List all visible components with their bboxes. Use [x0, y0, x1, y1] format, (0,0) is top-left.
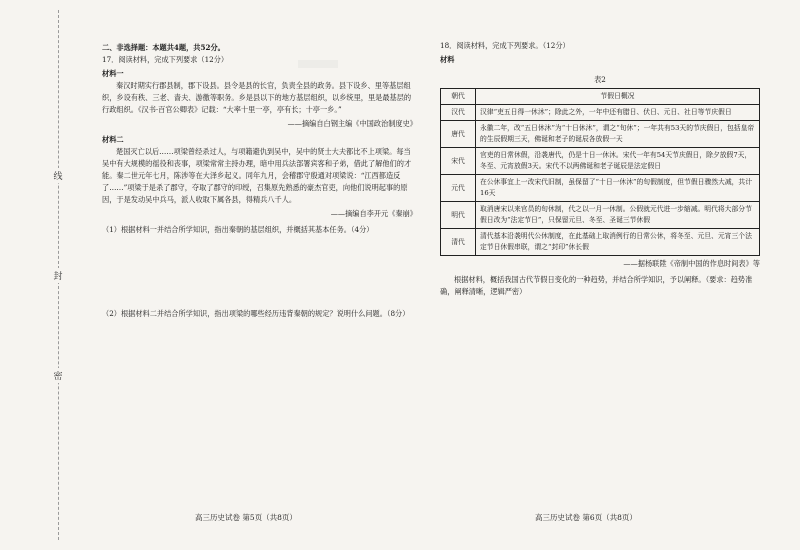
- table-row: [441, 121, 760, 148]
- table-row: [441, 175, 760, 202]
- table-cell-dynasty: 宋代: [441, 148, 476, 175]
- material1-source: ——摘编自白钢主编《中国政治制度史》: [287, 119, 417, 128]
- table-cell-dynasty: 元代: [441, 175, 476, 202]
- left-column: [102, 40, 417, 320]
- table-cell-dynasty: 明代: [441, 202, 476, 229]
- material2-text: 楚国灭亡以后……项梁曾经杀过人，与项籍避仇到吴中，吴中的贤士大夫都比不上项梁。每当吴中有大规模的徭役和丧事，项梁常常主持办理，暗中用兵法部署宾客和子弟，借此了解他们的才能。秦二世元年七月，陈涉等在大泽乡起义。同年九月，会稽郡守殷通对项梁说：“江西都造反了……”项梁于是杀了郡守，夺取了郡守的印绶，召集原先熟悉的豪杰官吏，向他们说明起事的原因，于是发动吴中兵马，派人收取下属各县，得精兵八千人。: [102, 147, 412, 204]
- table-row: [441, 229, 760, 256]
- table-row: [441, 202, 760, 229]
- question-17-1: （1）根据材料一并结合所学知识，指出秦朝的基层组织，并概括其基本任务。（4分）: [102, 225, 374, 234]
- table-cell-overview: 清代基本沿袭明代公休制度，在此基础上取消例行的日常公休，将冬至、元旦、元宵三个法定节日休假串联，谓之“封印”休长假: [476, 229, 760, 256]
- answer-space-1[interactable]: [102, 236, 417, 308]
- material2-source: ——摘编自李开元《秦崩》: [330, 209, 417, 218]
- material1-text: 秦汉时期实行郡县制，郡下设县。县令是县的长官，负责全县的政务。县下设乡、里等基层组织，乡设有秩、三老、啬夫、游徼等职务。乡是县以下的地方基层组织，以乡统里，里是最基层的行政组织。《汉书·百官公卿表》记载：“大率十里一亭，亭有长；十亭一乡。”: [102, 81, 412, 114]
- table-header-dynasty: 朝代: [441, 89, 476, 105]
- table-cell-overview: 汉律“吏五日得一休沐”；除此之外，一年中还有腊日、伏日、元日、社日等节庆假日: [476, 105, 760, 121]
- q17-intro: 17．阅读材料，完成下列要求（12分）: [102, 55, 229, 64]
- material2-title: 材料二: [102, 135, 124, 144]
- table-row: [441, 148, 760, 175]
- question-18-instruction: 根据材料，概括我国古代节假日变化的一种趋势，并结合所学知识，予以阐释。（要求：趋势准确，阐释清晰，逻辑严密）: [440, 275, 753, 296]
- table-row: [441, 105, 760, 121]
- binding-mark-feng: 封: [48, 268, 68, 283]
- footer-page-6: 高三历史试卷 第6页（共8页）: [535, 513, 637, 522]
- table-source: ——据杨联陞《帝制中国的作息时间表》等: [623, 259, 760, 268]
- footer-page-5: 高三历史试卷 第5页（共8页）: [195, 513, 297, 522]
- question-17-2: （2）根据材料二并结合所学知识，指出项梁的哪些经历违背秦朝的规定？说明什么问题。（8分）: [102, 309, 410, 318]
- section-title: 二、非选择题：本题共4题，共52分。: [102, 43, 225, 52]
- binding-mark-mi: 密: [48, 368, 68, 383]
- table-cell-overview: 在公休事宜上一改宋代旧制，虽保留了“十日一休沐”的旬假制度，但节假日骤然大减，共计16天: [476, 175, 760, 202]
- table-cell-dynasty: 唐代: [441, 121, 476, 148]
- material-label: 材料: [440, 55, 455, 64]
- binding-mark-xian: 线: [48, 168, 68, 183]
- holiday-table: [440, 88, 760, 256]
- table-cell-dynasty: 汉代: [441, 105, 476, 121]
- material1-title: 材料一: [102, 69, 124, 78]
- table-cell-overview: 永徽二年，改“五日休沐”为“十日休沐”，谓之“旬休”；一年共有53天的节庆假日，包括皇帝的生辰假期三天，佛诞和老子的诞辰各放假一天: [476, 121, 760, 148]
- table-cell-overview: 官吏的日常休假，沿袭唐代，仍是十日一休沐。宋代一年有54天节庆假日，除夕放假7天，冬至、元宵放假3天。宋代不以两佛诞和老子诞辰是法定假日: [476, 148, 760, 175]
- table-header-overview: 节假日概况: [476, 89, 760, 105]
- table-cell-dynasty: 清代: [441, 229, 476, 256]
- table-cell-overview: 取消唐宋以来官员的旬休制，代之以一月一休制。公假就元代进一步缩减。明代将大部分节假日改为“法定节日”，只保留元旦、冬至、圣诞三节休假: [476, 202, 760, 229]
- table-title: 表2: [594, 75, 606, 84]
- q18-intro: 18．阅读材料，完成下列要求。（12分）: [440, 41, 570, 50]
- table-header-row: [441, 89, 760, 105]
- right-column: [440, 40, 760, 298]
